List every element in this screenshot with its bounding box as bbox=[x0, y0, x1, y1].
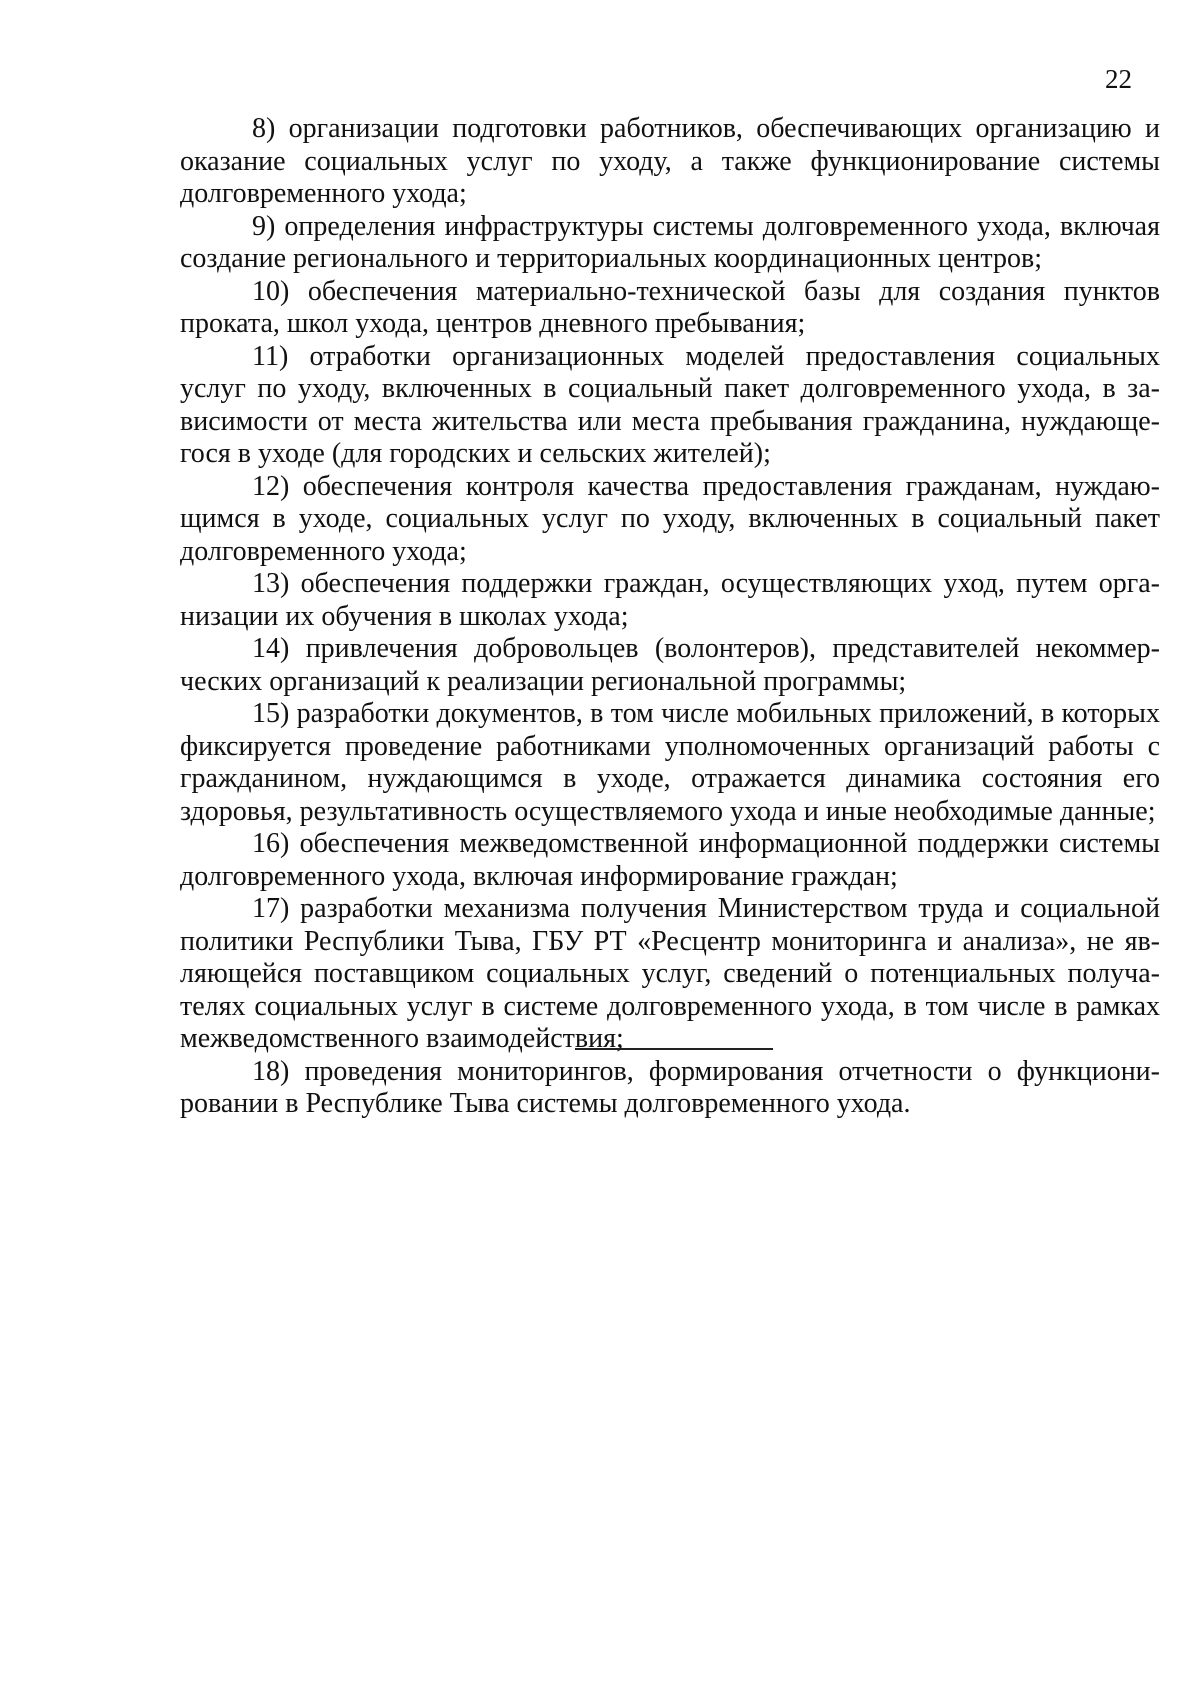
closing-divider bbox=[575, 1048, 773, 1050]
list-item-8: 8) организации подготовки работников, обеспечивающих организацию и оказание социальных услуг по уходу, а также функционирование системы долговременного ухода; bbox=[180, 113, 1160, 209]
page-number: 22 bbox=[1105, 64, 1132, 94]
list-item-10: 10) обеспечения материально-технической базы для создания пунктов проката, школ ухода, центров дневного пребывания; bbox=[180, 275, 1160, 339]
numbered-list bbox=[180, 113, 1160, 1121]
list-item-13: 13) обеспечения поддержки граждан, осуществляющих уход, путем организации их обучения в школах ухода; bbox=[180, 568, 1160, 632]
list-item-15: 15) разработки документов, в том числе мобильных приложений, в которых фиксируется проведение работниками уполномоченных организаций работы с гражданином, нуждающимся в уходе, отражается динамика состояния его здоровья, результативность осуществляемого ухода и иные необходимые данные; bbox=[180, 698, 1160, 827]
list-item-11: 11) отработки организационных моделей предоставления социальных услуг по уходу, включенных в социальный пакет долговременного ухода, в зависимости от места жительства или места пребывания гражданина, нуждающегося в уходе (для городских и сельских жителей); bbox=[180, 340, 1160, 469]
list-item-16: 16) обеспечения межведомственной информационной поддержки системы долговременного ухода, включая информирование граждан; bbox=[180, 828, 1160, 892]
list-item-14: 14) привлечения добровольцев (волонтеров), представителей некоммерческих организаций к реализации региональной программы; bbox=[180, 633, 1160, 697]
list-item-9: 9) определения инфраструктуры системы долговременного ухода, включая создание регионального и территориальных координационных центров; bbox=[180, 210, 1160, 274]
list-item-12: 12) обеспечения контроля качества предоставления гражданам, нуждающимся в уходе, социальных услуг по уходу, включенных в социальный пакет долговременного ухода; bbox=[180, 470, 1160, 567]
list-item-17: 17) разработки механизма получения Министерством труда и социальной политики Республики Тыва, ГБУ РТ «Ресцентр мониторинга и анализа», не являющейся поставщиком социальных услуг, сведений о потенциальных получателях социальных услуг в системе долговременного ухода, в том числе в рамках межведомственного взаимодействия; bbox=[180, 893, 1160, 1054]
list-item-18: 18) проведения мониторингов, формирования отчетности о функционировании в Республике Тыва системы долговременного ухода. bbox=[180, 1055, 1160, 1119]
